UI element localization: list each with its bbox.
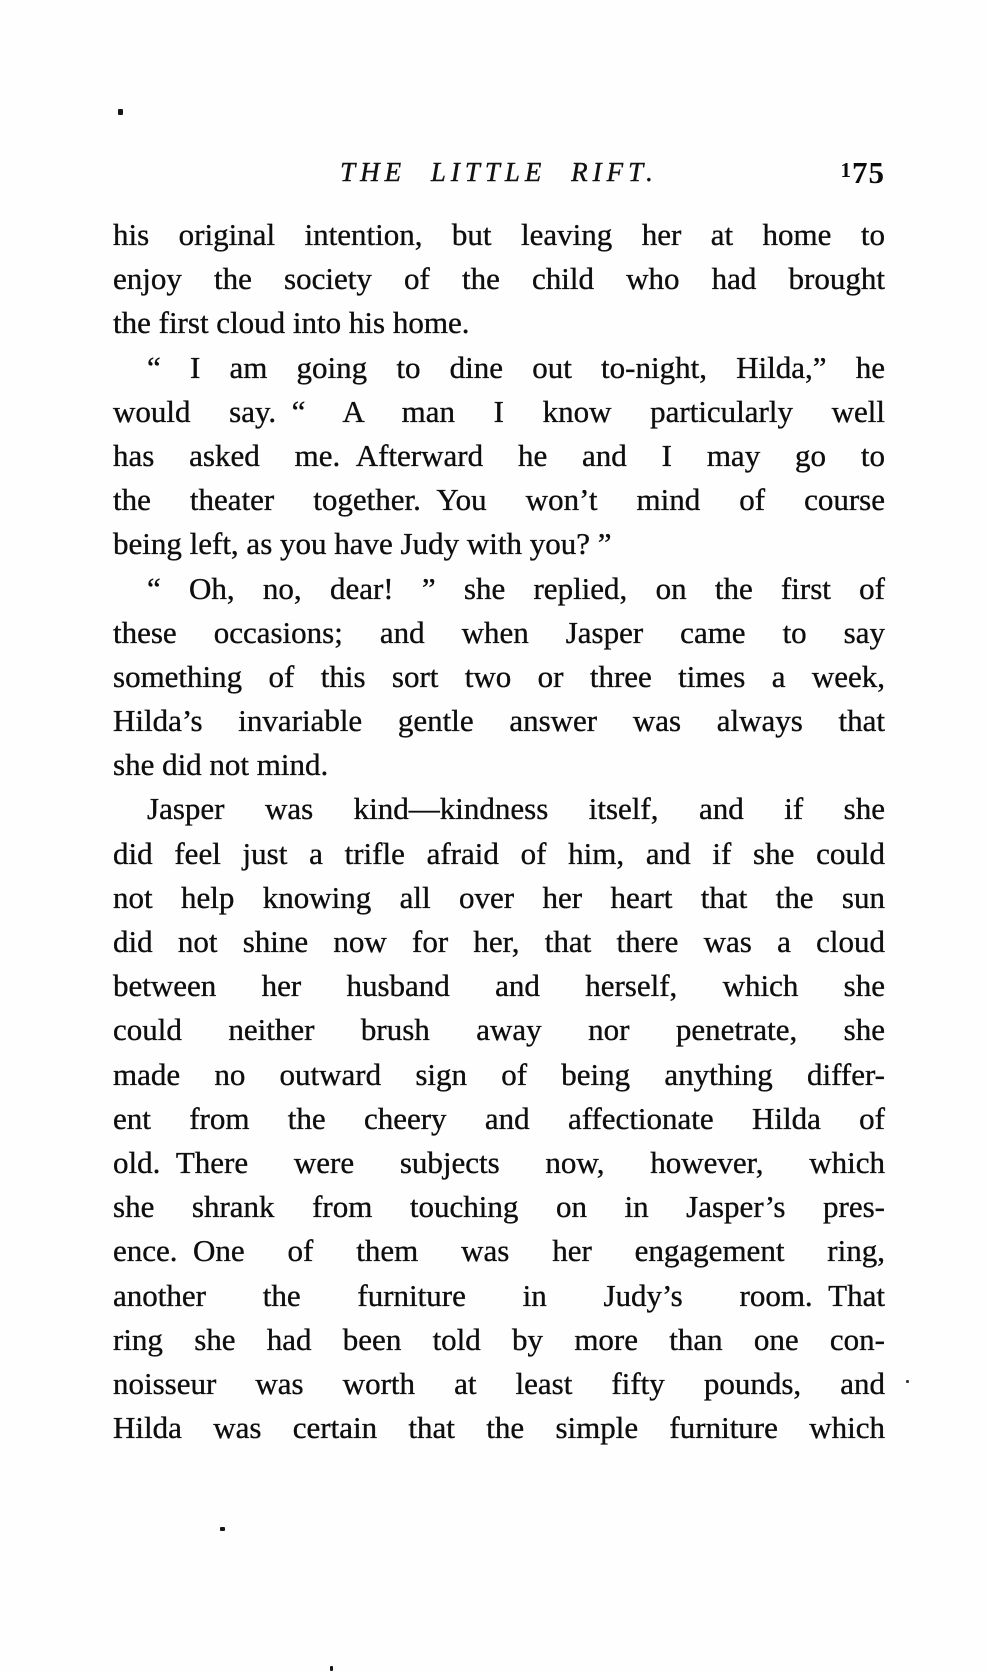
text-line: ence. One of them was her engagement ring, — [113, 1233, 885, 1269]
text-line: Hilda’s invariable gentle answer was always that — [113, 703, 885, 739]
text-line: made no outward sign of being anything differ- — [113, 1056, 885, 1092]
text-line: “ Oh, no, dear! ” she replied, on the first of — [147, 570, 885, 606]
text-line: noisseur was worth at least fifty pounds, and — [113, 1365, 885, 1401]
page-number: 175 — [840, 155, 885, 190]
text-line: ring she had been told by more than one con- — [113, 1321, 885, 1357]
text-line: old. There were subjects now, however, which — [113, 1144, 885, 1180]
text-line: Hilda was certain that the simple furniture which — [113, 1410, 885, 1446]
text-line: did feel just a trifle afraid of him, and if she could — [113, 835, 885, 871]
text-line: another the furniture in Judy’s room. That — [113, 1277, 885, 1313]
text-line: would say. “ A man I know particularly well — [113, 393, 885, 429]
text-line: has asked me. Afterward he and I may go to — [113, 437, 885, 473]
text-line: she did not mind. — [113, 747, 329, 783]
running-header — [113, 150, 885, 198]
text-line: she shrank from touching on in Jasper’s pres- — [113, 1189, 885, 1225]
text-line: the theater together. You won’t mind of course — [113, 482, 885, 518]
ink-speck — [330, 1666, 333, 1671]
page-title: THE LITTLE RIFT. — [340, 157, 658, 187]
ink-speck — [906, 1380, 909, 1383]
text-line: enjoy the society of the child who had brought — [113, 261, 885, 297]
text-line: between her husband and herself, which she — [113, 968, 885, 1004]
text-line: these occasions; and when Jasper came to say — [113, 614, 885, 650]
text-line: did not shine now for her, that there was a cloud — [113, 924, 885, 959]
body-text — [113, 213, 885, 1450]
text-line: could neither brush away nor penetrate, she — [113, 1012, 885, 1048]
ink-speck — [220, 1527, 225, 1531]
text-line: something of this sort two or three times a week, — [113, 658, 885, 694]
text-line: Jasper was kind—kindness itself, and if she — [147, 791, 885, 827]
text-line: ent from the cheery and affectionate Hilda of — [113, 1100, 885, 1136]
text-line: “ I am going to dine out to-night, Hilda,” he — [147, 349, 885, 385]
text-line: not help knowing all over her heart that the sun — [113, 879, 885, 915]
text-line: being left, as you have Judy with you? ” — [113, 526, 612, 562]
ink-speck — [118, 109, 123, 115]
text-line: his original intention, but leaving her at home to — [113, 217, 885, 252]
text-line: the first cloud into his home. — [113, 305, 470, 341]
